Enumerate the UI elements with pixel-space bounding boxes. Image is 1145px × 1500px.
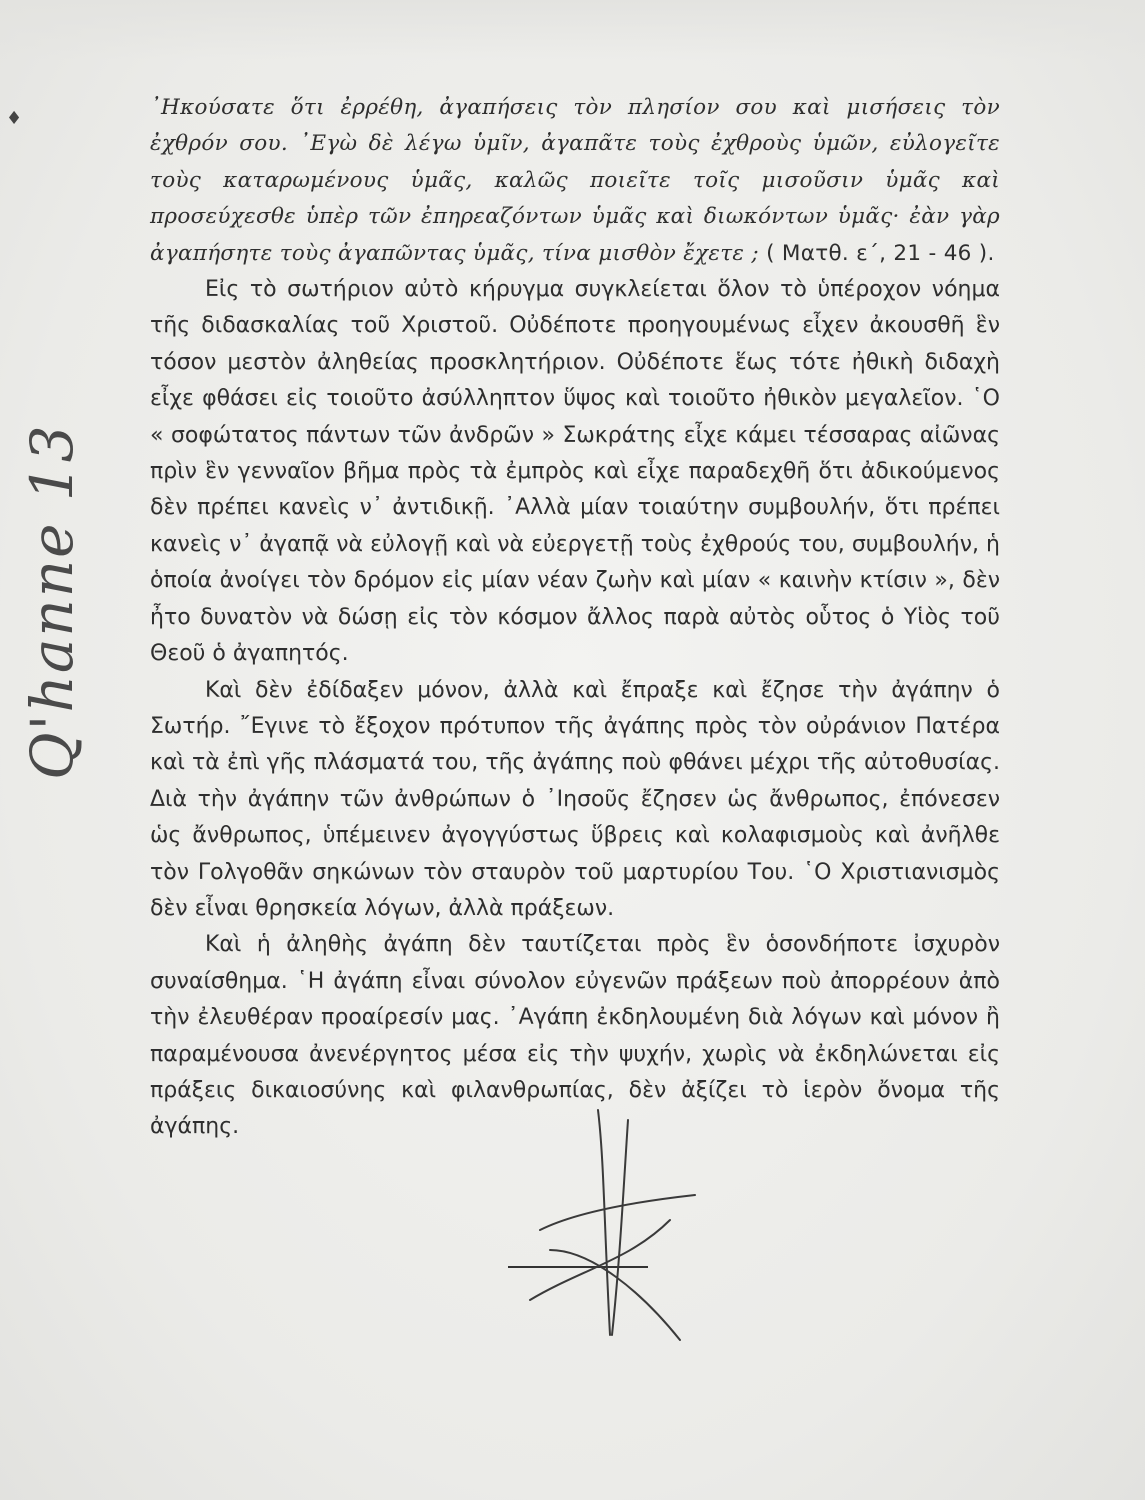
body-text xyxy=(150,90,1000,1146)
scripture-quote xyxy=(150,90,1000,272)
paragraph-2: Καὶ δὲν ἐδίδαξεν μόνον, ἀλλὰ καὶ ἔπραξε καὶ ἔζησε τὴν ἀγάπην ὁ Σωτήρ. ῎Εγινε τὸ ἔξοχον πρότυπον τῆς ἀγάπης πρὸς τὸν οὐράνιον Πατέρα καὶ τὰ ἐπὶ γῆς πλάσματά του, τῆς ἀγάπης ποὺ φθάνει μέχρι τῆς αὐτοθυσίας. Διὰ τὴν ἀγάπην τῶν ἀνθρώπων ὁ ᾿Ιησοῦς ἔζησεν ὡς ἄνθρωπος, ἐπόνεσεν ὡς ἄνθρωπος, ὑπέμεινεν ἀγογγύστως ὕβρεις καὶ κολαφισμοὺς καὶ ἀνῆλθε τὸν Γολγοθᾶν σηκώνων τὸν σταυρὸν τοῦ μαρτυρίου Του. ῾Ο Χριστιανισμὸς δὲν εἶναι θρησκεία λόγων, ἀλλὰ πράξεων. xyxy=(150,677,1000,921)
quote-text: ᾿Ηκούσατε ὅτι ἐρρέθη, ἀγαπήσεις τὸν πλησίον σου καὶ μισήσεις τὸν ἐχθρόν σου. ᾿Εγὼ δὲ λέγω ὑμῖν, ἀγαπᾶτε τοὺς ἐχθροὺς ὑμῶν, εὐλογεῖτε τοὺς καταρωμένους ὑμᾶς, καλῶς ποιεῖτε τοῖς μισοῦσιν ὑμᾶς καὶ προσεύχεσθε ὑπὲρ τῶν ἐπηρεαζόντων ὑμᾶς καὶ διωκόντων ὑμᾶς· ἐὰν γὰρ ἀγαπήσητε τοὺς ἀγαπῶντας ὑμᾶς, τίνα μισθὸν ἔχετε ; xyxy=(150,95,1000,266)
quote-reference: ( Ματθ. ε΄, 21 - 46 ). xyxy=(766,240,995,266)
paragraph-1: Εἰς τὸ σωτήριον αὐτὸ κήρυγμα συγκλείεται ὅλον τὸ ὑπέροχον νόημα τῆς διδασκαλίας τοῦ Χριστοῦ. Οὐδέποτε προηγουμένως εἶχεν ἀκουσθῆ ἓν τόσον μεστὸν ἀληθείας προσκλητήριον. Οὐδέποτε ἕως τότε ἠθικὴ διδαχὴ εἶχε φθάσει εἰς τοιοῦτο ἀσύλληπτον ὕψος καὶ τοιοῦτο ἠθικὸν μεγαλεῖον. ῾Ο « σοφώτατος πάντων τῶν ἀνδρῶν » Σωκράτης εἶχε κάμει τέσσαρας αἰῶνας πρὶν ἓν γενναῖον βῆμα πρὸς τὰ ἐμπρὸς καὶ εἶχε παραδεχθῆ ὅτι ἀδικούμενος δὲν πρέπει κανεὶς ν᾿ ἀντιδικῇ. ᾿Αλλὰ μίαν τοιαύτην συμβουλήν, ὅτι πρέπει κανεὶς ν᾿ ἀγαπᾷ νὰ εὐλογῇ καὶ νὰ εὐεργετῇ τοὺς ἐχθρούς του, συμβουλήν, ἡ ὁποία ἀνοίγει τὸν δρόμον εἰς μίαν νέαν ζωὴν καὶ μίαν « καινὴν κτίσιν », δὲν ἦτο δυνατὸν νὰ δώσῃ εἰς τὸν κόσμον ἄλλος παρὰ αὐτὸς οὗτος ὁ Υἱὸς τοῦ Θεοῦ ὁ ἀγαπητός. xyxy=(150,277,1000,667)
signature-mark xyxy=(520,1100,710,1350)
show-through-band xyxy=(0,0,1145,60)
margin-mark-icon: ♦ xyxy=(6,108,23,129)
paragraph-3: Καὶ ἡ ἀληθὴς ἀγάπη δὲν ταυτίζεται πρὸς ἓν ὁσονδήποτε ἰσχυρὸν συναίσθημα. ῾Η ἀγάπη εἶναι σύνολον εὐγενῶν πράξεων ποὺ ἀπορρέουν ἀπὸ τὴν ἐλευθέραν προαίρεσίν μας. ᾿Αγάπη ἐκδηλουμένη διὰ λόγων καὶ μόνον ἢ παραμένουσα ἀνενέργητος μέσα εἰς τὴν ψυχήν, χωρὶς νὰ ἐκδηλώνεται εἰς πράξεις δικαιοσύνης καὶ φιλανθρωπίας, δὲν ἀξίζει τὸ ἱερὸν ὄνομα τῆς ἀγάπης. xyxy=(150,932,1000,1140)
handwritten-margin-note: Q'hanne 13 xyxy=(18,423,86,780)
